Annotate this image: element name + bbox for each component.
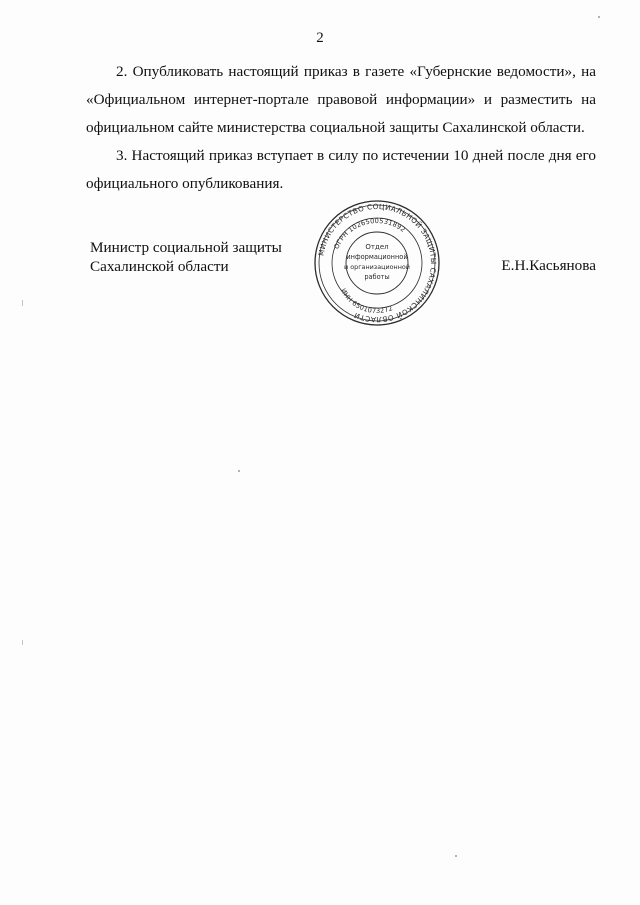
scan-speck — [455, 855, 457, 857]
svg-text:ИНН 6501073272 — [339, 287, 394, 315]
scan-edge-mark — [22, 640, 23, 645]
paragraph-effective-date: 3. Настоящий приказ вступает в силу по истечении 10 дней после дня его официального опубликования. — [86, 147, 596, 192]
signatory-name: Е.Н.Касьянова — [501, 257, 596, 274]
signatory-title-line1: Министр социальной защиты — [90, 239, 282, 256]
stamp-center-line3: и организационной — [344, 263, 410, 271]
stamp-outer-ring-text: МИНИСТЕРСТВО СОЦИАЛЬНОЙ ЗАЩИТЫ САХАЛИНСКОЙ ОБЛАСТИ — [316, 201, 439, 325]
signatory-title — [90, 238, 282, 276]
order-body — [86, 58, 596, 198]
stamp-center-line4: работы — [364, 273, 390, 281]
page-number: 2 — [316, 30, 324, 46]
scan-speck — [598, 16, 600, 18]
stamp-inn: ИНН 6501073272 — [338, 287, 394, 316]
official-stamp — [313, 199, 441, 327]
stamp-ogrn: ОГРН 1026500531892 — [332, 216, 407, 251]
signatory-title-line2: Сахалинской области — [90, 258, 229, 275]
scan-speck — [238, 470, 240, 472]
stamp-center-line2: информационной — [346, 253, 408, 261]
stamp-center-line1: Отдел — [365, 243, 389, 251]
paragraph-publication: 2. Опубликовать настоящий приказ в газете «Губернские ведомости», на «Официальном интернет-портале правовой информации» и разместить на официальном сайте министерства социальной защиты Сахалинской области. — [86, 63, 596, 136]
scan-edge-mark — [22, 300, 23, 306]
